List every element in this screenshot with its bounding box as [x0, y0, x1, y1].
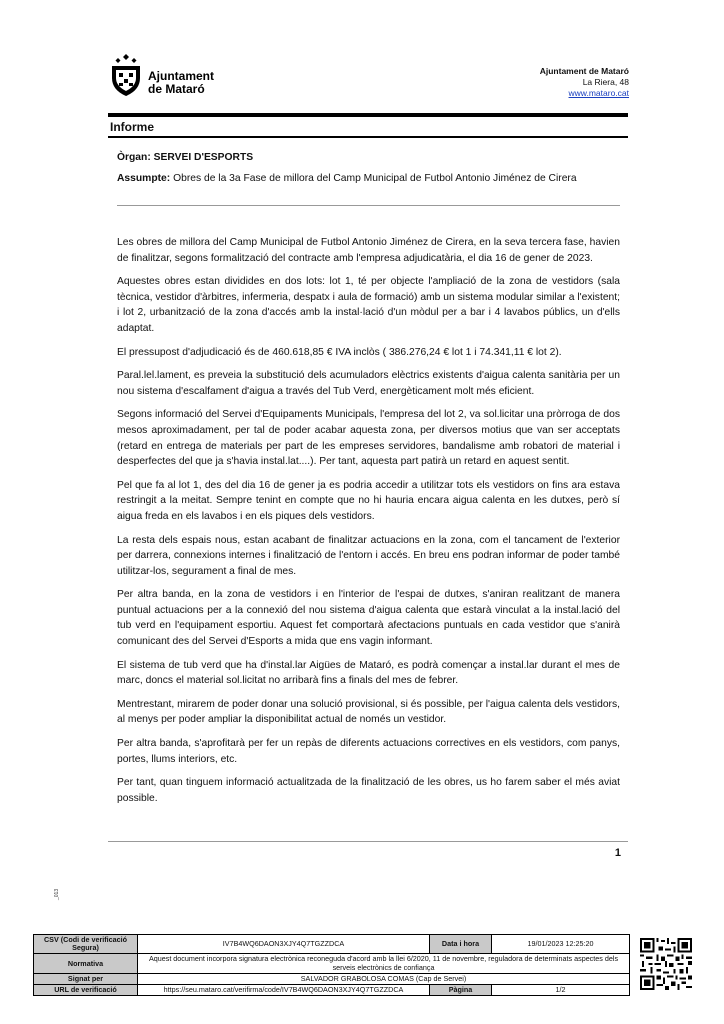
org-address: La Riera, 48 — [582, 77, 629, 87]
logo-line-1: Ajuntament — [148, 69, 214, 83]
logo-line-2: de Mataró — [148, 82, 205, 96]
signature-row-normativa — [34, 954, 630, 973]
normativa-label: Normativa — [34, 954, 138, 973]
verification-url-link[interactable]: https://seu.mataro.cat/verifirma/code/IV7B4WQ6DAON3XJY4Q7TGZZDCA — [138, 985, 430, 996]
qr-code-icon — [640, 938, 692, 990]
signature-row-csv — [34, 935, 630, 954]
paragraph: Les obres de millora del Camp Municipal de Futbol Antonio Jiménez de Cirera, en la seva tercera fase, havien de finalitzar, segons formalització del contracte amb l'empresa adjudicatària, el dia 16 de gener de 2023. — [117, 237, 620, 264]
coat-of-arms-icon — [108, 52, 144, 98]
section-title: Informe — [110, 120, 155, 134]
signer-value: SALVADOR GRABOLOSA COMAS (Cap de Servei) — [138, 973, 630, 984]
normativa-value: Aquest document incorpora signatura electrònica reconeguda d'acord amb la llei 6/2020, 11 de novembre, reguladora de determinats aspectes dels serveis electrònics de confiança — [138, 954, 630, 973]
side-code: _013 — [54, 888, 60, 900]
page-label: Pàgina — [430, 985, 492, 996]
paragraph: El pressupost d'adjudicació és de 460.618,85 € IVA inclòs ( 386.276,24 € lot 1 i 74.341,11 € lot 2). — [117, 346, 562, 358]
signature-row-signer — [34, 973, 630, 984]
page-number: 1 — [614, 847, 621, 859]
org-name: Ajuntament de Mataró — [539, 66, 629, 76]
url-label: URL de verificació — [34, 985, 138, 996]
subject-label: Assumpte: — [117, 173, 171, 184]
paragraph: Per altra banda, en la zona de vestidors i en l'interior de l'espai de dutxes, s'aniran realitzant de manera puntual actuacions per a la connexió del nou sistema d'aigua calenta que estarà vinculat a la instal.lació del tub verd en l'equipament esportiu. Aquest fet comportarà afectacions puntuals en cada vestidor que s'anirà comunicant des del Servei d'Esports a mida que ens vagin informant. — [117, 589, 620, 648]
paragraph: Aquestes obres estan dividides en dos lots: lot 1, té per objecte l'ampliació de la zona de vestidors (sala tècnica, vestidor d'àrbitres, infermeria, despatx i aula de formació) amb un sistema modular similar a l'existent; i lot 2, urbanització de la zona d'accés amb la instal·lació d'un mòdul per a bar i 4 lavabos públics, un d'ells adaptat. — [117, 276, 620, 334]
report-body — [117, 235, 620, 814]
paragraph: El sistema de tub verd que ha d'instal.lar Aigües de Mataró, es podrà començar a instal.lar durant el mes de marc, doncs el material sol.licitat no arribarà fins a finals del mes de febrer. — [117, 659, 620, 687]
paragraph: Mentrestant, mirarem de poder donar una solució provisional, si és possible, per l'aigua calenta dels vestidors, al menys per poder ampliar la disponibilitat actual de només un vestidor. — [117, 698, 620, 726]
org-header — [540, 66, 629, 99]
paragraph: La resta dels espais nous, estan acabant de finalitzar actuacions en la zona, com el tancament de l'exterior per darrera, connexions internes i finalització de l'entorn i accés. En breu ens podran informar de poder també utilitzar-los, segurament a final de mes. — [117, 534, 620, 577]
csv-label: CSV (Codi de verificació Segura) — [34, 935, 138, 954]
organ-line: Òrgan: SERVEI D'ESPORTS — [117, 152, 254, 163]
org-website-link[interactable]: www.mataro.cat — [568, 88, 629, 98]
subject-divider — [117, 205, 620, 206]
signature-table — [33, 934, 630, 996]
subject-text: Obres de la 3a Fase de millora del Camp Municipal de Futbol Antonio Jiménez de Cirera — [173, 173, 577, 184]
page-value: 1/2 — [492, 985, 630, 996]
section-divider — [108, 136, 628, 138]
paragraph: Paral.lel.lament, es preveia la substitució dels acumuladors elèctrics existents d'aigua calenta sanitària per un nou sistema d'escalfament d'aigua a través del Tub Verd, energèticament molt més eficient. — [117, 370, 620, 397]
signature-row-url — [34, 985, 630, 996]
logo — [108, 52, 238, 102]
paragraph: Per altra banda, s'aprofitarà per fer un repàs de diferents actuacions correctives en els vestidors, com panys, portes, llums interiors, etc. — [117, 738, 620, 765]
csv-value: IV7B4WQ6DAON3XJY4Q7TGZZDCA — [138, 935, 430, 954]
signer-label: Signat per — [34, 973, 138, 984]
subject-line — [117, 173, 577, 184]
paragraph: Pel que fa al lot 1, des del dia 16 de gener ja es podria accedir a utilitzar tots els vestidors on fins ara estava restringit a la meitat. Sempre tenint en compte que no hi hauria encara aigua calenta en les dutxes, però sí aigua freda en els lavabos i en els piques dels vestidors. — [117, 479, 620, 522]
date-value: 19/01/2023 12:25:20 — [492, 935, 630, 954]
header-divider — [108, 113, 628, 117]
paragraph: Segons informació del Servei d'Equipaments Municipals, l'empresa del lot 2, va sol.licitar una pròrroga de dos mesos aproximadament, per tal de poder acabar aquesta zona, per diversos motius que van ser acceptats (retard en entrega de materials per part de les empreses servidores, bandalisme amb robatori de material i desperfectes del que ja s'havia instal.lat....). Per tant, aquesta part patirà un retard en aquest sentit. — [117, 409, 620, 468]
date-label: Data i hora — [430, 935, 492, 954]
footer-divider — [108, 841, 628, 842]
paragraph: Per tant, quan tinguem informació actualitzada de la finalització de les obres, us ho farem saber el més aviat possible. — [117, 777, 620, 804]
